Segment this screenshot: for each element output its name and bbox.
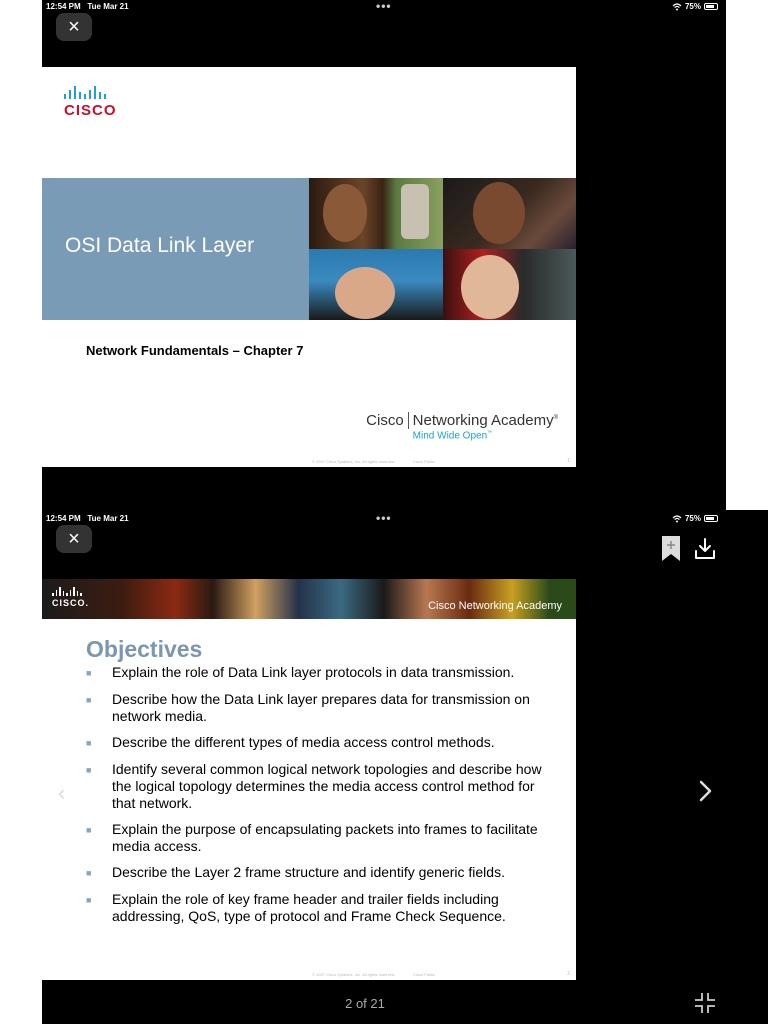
list-item: ■ Explain the role of key frame header and trailer fields including addressing, QoS, type of protocol and Frame Check Sequence.	[86, 891, 506, 924]
close-button[interactable]	[56, 13, 92, 41]
photo-collage	[309, 178, 576, 320]
slide1-footer-right: Cisco Public	[412, 459, 435, 464]
objectives-list	[86, 664, 556, 934]
list-item: ■ Describe how the Data Link layer prepares data for transmission on network media.	[86, 691, 530, 724]
academy-trademark: ™	[487, 430, 493, 436]
photo-woman-hood	[309, 249, 443, 320]
slide-banner	[42, 579, 576, 619]
close-icon-2: ×	[68, 528, 80, 550]
academy-cisco: Cisco	[366, 412, 409, 429]
list-item: ■ Identify several common logical network topologies and describe how the logical topology determines the media access control method for that network.	[86, 761, 542, 811]
slide-title: OSI Data Link Layer	[65, 234, 255, 257]
slide2-footer-right: Cisco Public	[412, 972, 435, 977]
multitask-dots[interactable]: •••	[376, 0, 392, 13]
page-counter: 2 of 21	[345, 996, 385, 1011]
list-item: ■ Explain the purpose of encapsulating packets into frames to facilitate media access.	[86, 821, 538, 854]
status-date-2: Tue Mar 21	[87, 514, 129, 523]
battery-percent: 75%	[684, 2, 701, 11]
download-icon[interactable]	[693, 537, 717, 561]
title-band	[42, 178, 309, 320]
academy-registered-mark: ®	[553, 415, 558, 421]
list-item: ■ Describe the Layer 2 frame structure and identify generic fields.	[86, 864, 505, 880]
cisco-logo-small	[52, 587, 89, 608]
close-icon: ×	[68, 16, 80, 38]
collapse-icon[interactable]	[693, 991, 717, 1015]
cisco-logo	[64, 85, 117, 119]
photo-man	[309, 178, 443, 249]
previous-page-button[interactable]: ‹	[58, 780, 66, 805]
photo-woman-smile	[443, 249, 577, 320]
wifi-icon-2	[672, 515, 682, 523]
viewer-background-right	[576, 510, 768, 1024]
chevron-right-icon[interactable]	[695, 779, 715, 803]
photo-man-2	[443, 178, 577, 249]
battery-percent-2: 75%	[684, 514, 701, 523]
academy-logo	[366, 412, 558, 441]
battery-icon-2	[704, 515, 718, 522]
slide-subtitle: Network Fundamentals – Chapter 7	[86, 343, 304, 358]
bookmark-icon[interactable]	[661, 535, 681, 562]
status-time: 12:54 PM	[46, 2, 81, 11]
slide-1	[42, 67, 576, 467]
slide2-footer: © 2007 Cisco Systems, Inc. All rights reserved.	[312, 972, 396, 977]
academy-name: Networking Academy	[412, 412, 554, 429]
list-item: ■ Explain the role of Data Link layer protocols in data transmission.	[86, 664, 515, 680]
multitask-dots-2[interactable]: •••	[376, 511, 392, 525]
left-margin	[0, 0, 42, 1024]
status-time-2: 12:54 PM	[46, 514, 81, 523]
slide1-footer: © 2007 Cisco Systems, Inc. All rights reserved.	[312, 459, 396, 464]
cisco-logo-small-text: CISCO.	[52, 598, 90, 608]
slide2-page-number: 2	[567, 971, 570, 977]
status-bar	[42, 0, 726, 14]
battery-icon	[704, 3, 718, 10]
list-item: ■ Describe the different types of media access control methods.	[86, 734, 495, 750]
objectives-title: Objectives	[86, 636, 203, 662]
status-bar-2	[42, 512, 726, 526]
cisco-logo-text: CISCO	[64, 102, 117, 119]
status-date: Tue Mar 21	[87, 2, 129, 11]
wifi-icon	[672, 3, 682, 11]
slide-2	[42, 579, 576, 980]
close-button-2[interactable]	[56, 525, 92, 553]
academy-tagline: Mind Wide Open	[412, 430, 488, 442]
slide1-page-number: 1	[567, 458, 570, 464]
banner-academy-text: Cisco Networking Academy	[428, 600, 562, 612]
